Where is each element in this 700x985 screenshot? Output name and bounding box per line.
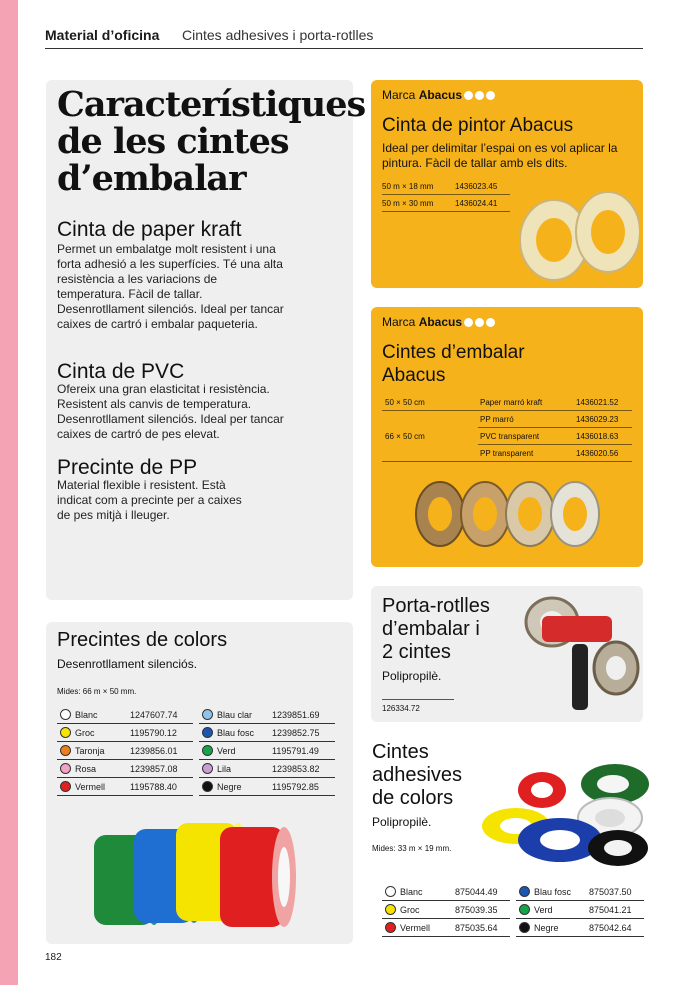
adhesives-sizes: Mides: 33 m × 19 mm. bbox=[372, 844, 452, 853]
pp-heading: Precinte de PP bbox=[57, 456, 198, 479]
product-code: 875044.49 bbox=[452, 883, 510, 901]
color-swatch-icon bbox=[60, 781, 71, 792]
embalar-brand bbox=[382, 315, 495, 329]
page-number: 182 bbox=[45, 952, 62, 963]
color-cell bbox=[57, 778, 127, 796]
color-name: Blau fosc bbox=[217, 728, 255, 738]
color-cell bbox=[57, 706, 127, 724]
color-swatch-icon bbox=[60, 709, 71, 720]
color-name: Vermell bbox=[400, 923, 431, 933]
color-name: Verd bbox=[217, 746, 236, 756]
embalar-code: 1436029.23 bbox=[576, 415, 619, 424]
color-swatch-icon bbox=[60, 745, 71, 756]
color-cell bbox=[199, 706, 269, 724]
portarotlles-title-line2: d’embalar i bbox=[382, 618, 480, 640]
color-swatch-icon bbox=[202, 709, 213, 720]
embalar-size: 66 × 50 cm bbox=[385, 432, 425, 441]
color-swatch-icon bbox=[385, 904, 396, 915]
color-swatch-icon bbox=[519, 922, 530, 933]
packing-tapes-image bbox=[410, 476, 610, 552]
color-cell bbox=[199, 760, 269, 778]
precintes-title: Precintes de colors bbox=[57, 629, 228, 651]
product-code: 1239853.82 bbox=[269, 760, 335, 778]
pvc-heading: Cinta de PVC bbox=[57, 360, 185, 383]
pvc-text: Ofereix una gran elasticitat i resistència. Resistent als canvis de temperatura. Desenrotllament silenciós. Ideal per tancar caixes de cartró de pes elevat. bbox=[57, 382, 284, 441]
color-name: Groc bbox=[400, 905, 420, 915]
portarotlles-code: 126334.72 bbox=[382, 704, 420, 713]
color-swatch-icon bbox=[60, 727, 71, 738]
portarotlles-title-line3: 2 cintes bbox=[382, 641, 451, 663]
color-swatch-icon bbox=[385, 922, 396, 933]
brand-label: Marca bbox=[382, 88, 416, 102]
color-name: Lila bbox=[217, 764, 232, 774]
page-header bbox=[45, 26, 643, 49]
color-name: Groc bbox=[75, 728, 95, 738]
color-cell bbox=[516, 901, 586, 919]
embalar-code: 1436018.63 bbox=[576, 432, 619, 441]
color-cell bbox=[382, 883, 452, 901]
color-cell bbox=[516, 883, 586, 901]
color-swatch-icon bbox=[202, 745, 213, 756]
color-swatch-icon bbox=[202, 763, 213, 774]
pintor-text: Ideal per delimitar l’espai on es vol aplicar la pintura. Fàcil de tallar amb els dits. bbox=[382, 141, 618, 170]
color-cell bbox=[382, 919, 452, 937]
tape-dispenser-image bbox=[512, 592, 640, 718]
color-cell bbox=[199, 742, 269, 760]
pintor-row-divider bbox=[382, 194, 510, 195]
color-cell bbox=[57, 760, 127, 778]
precintes-subtitle: Desenrotllament silenciós. bbox=[57, 657, 198, 671]
masking-tape-image bbox=[512, 186, 640, 284]
product-code: 875041.21 bbox=[586, 901, 644, 919]
page-edge-bar bbox=[0, 0, 18, 985]
color-swatch-icon bbox=[202, 727, 213, 738]
color-cell bbox=[199, 778, 269, 796]
product-code: 1239856.01 bbox=[127, 742, 193, 760]
adhesives-title-line1: Cintes bbox=[372, 741, 429, 763]
color-swatch-icon bbox=[519, 886, 530, 897]
table-row bbox=[57, 724, 335, 742]
rating-dots bbox=[462, 88, 495, 102]
embalar-size: 50 × 50 cm bbox=[385, 398, 425, 407]
color-cell bbox=[382, 901, 452, 919]
color-swatch-icon bbox=[60, 763, 71, 774]
embalar-code: 1436021.52 bbox=[576, 398, 619, 407]
product-code: 1195792.85 bbox=[269, 778, 335, 796]
kraft-text: Permet un embalatge molt resistent i una forta adhesió a les superfícies. Té una alta resistència a les variacions de temperatura. Fàcil de tallar. Desenrotllament silenciós. Ideal per tancar caixes de cartró i embalar paqueteria. bbox=[57, 242, 284, 331]
table-row bbox=[57, 760, 335, 778]
pintor-row-divider bbox=[382, 211, 510, 212]
embalar-code: 1436020.56 bbox=[576, 449, 619, 458]
adhesives-subtitle: Polipropilè. bbox=[372, 815, 432, 829]
color-cell bbox=[57, 724, 127, 742]
brand-name: Abacus bbox=[418, 315, 463, 329]
table-row bbox=[382, 901, 644, 919]
table-row bbox=[382, 919, 644, 937]
pintor-row1-size: 50 m × 18 mm bbox=[382, 182, 434, 191]
color-name: Blanc bbox=[400, 887, 423, 897]
embalar-row-divider bbox=[478, 427, 632, 428]
product-code: 1195790.12 bbox=[127, 724, 193, 742]
embalar-title-line1: Cintes d’embalar bbox=[382, 342, 525, 363]
header-subsection: Cintes adhesives i porta-rotlles bbox=[182, 27, 374, 43]
color-cell bbox=[516, 919, 586, 937]
embalar-row-divider bbox=[382, 410, 632, 411]
portarotlles-divider bbox=[382, 699, 454, 700]
portarotlles-subtitle: Polipropilè. bbox=[382, 669, 442, 683]
product-code: 1239851.69 bbox=[269, 706, 335, 724]
product-code: 875039.35 bbox=[452, 901, 510, 919]
pintor-row2-size: 50 m × 30 mm bbox=[382, 199, 434, 208]
color-name: Verd bbox=[534, 905, 553, 915]
table-row bbox=[57, 706, 335, 724]
embalar-row-divider bbox=[478, 444, 632, 445]
adhesives-title-line2: adhesives bbox=[372, 764, 463, 786]
color-name: Taronja bbox=[75, 746, 105, 756]
precintes-table bbox=[57, 706, 335, 796]
kraft-heading: Cinta de paper kraft bbox=[57, 218, 242, 241]
color-cell bbox=[57, 742, 127, 760]
color-swatch-icon bbox=[202, 781, 213, 792]
product-code: 1239857.08 bbox=[127, 760, 193, 778]
embalar-type: PVC transparent bbox=[480, 432, 540, 441]
color-swatch-icon bbox=[519, 904, 530, 915]
precintes-sizes: Mides: 66 m × 50 mm. bbox=[57, 687, 137, 696]
product-code: 1195788.40 bbox=[127, 778, 193, 796]
embalar-title-line2: Abacus bbox=[382, 365, 446, 386]
embalar-type: PP transparent bbox=[480, 449, 534, 458]
pintor-brand bbox=[382, 88, 495, 102]
portarotlles-title-line1: Porta-rotlles bbox=[382, 595, 490, 617]
color-swatch-icon bbox=[385, 886, 396, 897]
embalar-row-divider bbox=[382, 461, 632, 462]
pintor-row1-code: 1436023.45 bbox=[455, 182, 498, 191]
table-row bbox=[57, 778, 335, 796]
brand-name: Abacus bbox=[418, 88, 463, 102]
pp-text: Material flexible i resistent. Està indicat com a precinte per a caixes de pes mitjà i lleuger. bbox=[57, 478, 242, 522]
rating-dots bbox=[462, 315, 495, 329]
product-code: 1247607.74 bbox=[127, 706, 193, 724]
adhesive-tapes-image bbox=[480, 760, 655, 868]
adhesives-table bbox=[382, 883, 644, 937]
header-section: Material d’oficina bbox=[45, 27, 160, 43]
product-code: 1239852.75 bbox=[269, 724, 335, 742]
table-row bbox=[57, 742, 335, 760]
pintor-row2-code: 1436024.41 bbox=[455, 199, 498, 208]
color-name: Negre bbox=[534, 923, 559, 933]
product-code: 1195791.49 bbox=[269, 742, 335, 760]
adhesives-title-line3: de colors bbox=[372, 787, 454, 809]
color-cell bbox=[199, 724, 269, 742]
product-code: 875035.64 bbox=[452, 919, 510, 937]
embalar-type: PP marró bbox=[480, 415, 514, 424]
intro-title: Característiques de les cintes d’embalar bbox=[57, 84, 366, 199]
color-name: Blau clar bbox=[217, 710, 253, 720]
pintor-title: Cinta de pintor Abacus bbox=[382, 115, 574, 136]
color-name: Blau fosc bbox=[534, 887, 572, 897]
color-name: Blanc bbox=[75, 710, 98, 720]
product-code: 875042.64 bbox=[586, 919, 644, 937]
color-name: Negre bbox=[217, 782, 242, 792]
brand-label: Marca bbox=[382, 315, 416, 329]
color-name: Vermell bbox=[75, 782, 106, 792]
product-code: 875037.50 bbox=[586, 883, 644, 901]
color-name: Rosa bbox=[75, 764, 97, 774]
color-tapes-image bbox=[84, 815, 300, 935]
embalar-type: Paper marró kraft bbox=[480, 398, 543, 407]
table-row bbox=[382, 883, 644, 901]
